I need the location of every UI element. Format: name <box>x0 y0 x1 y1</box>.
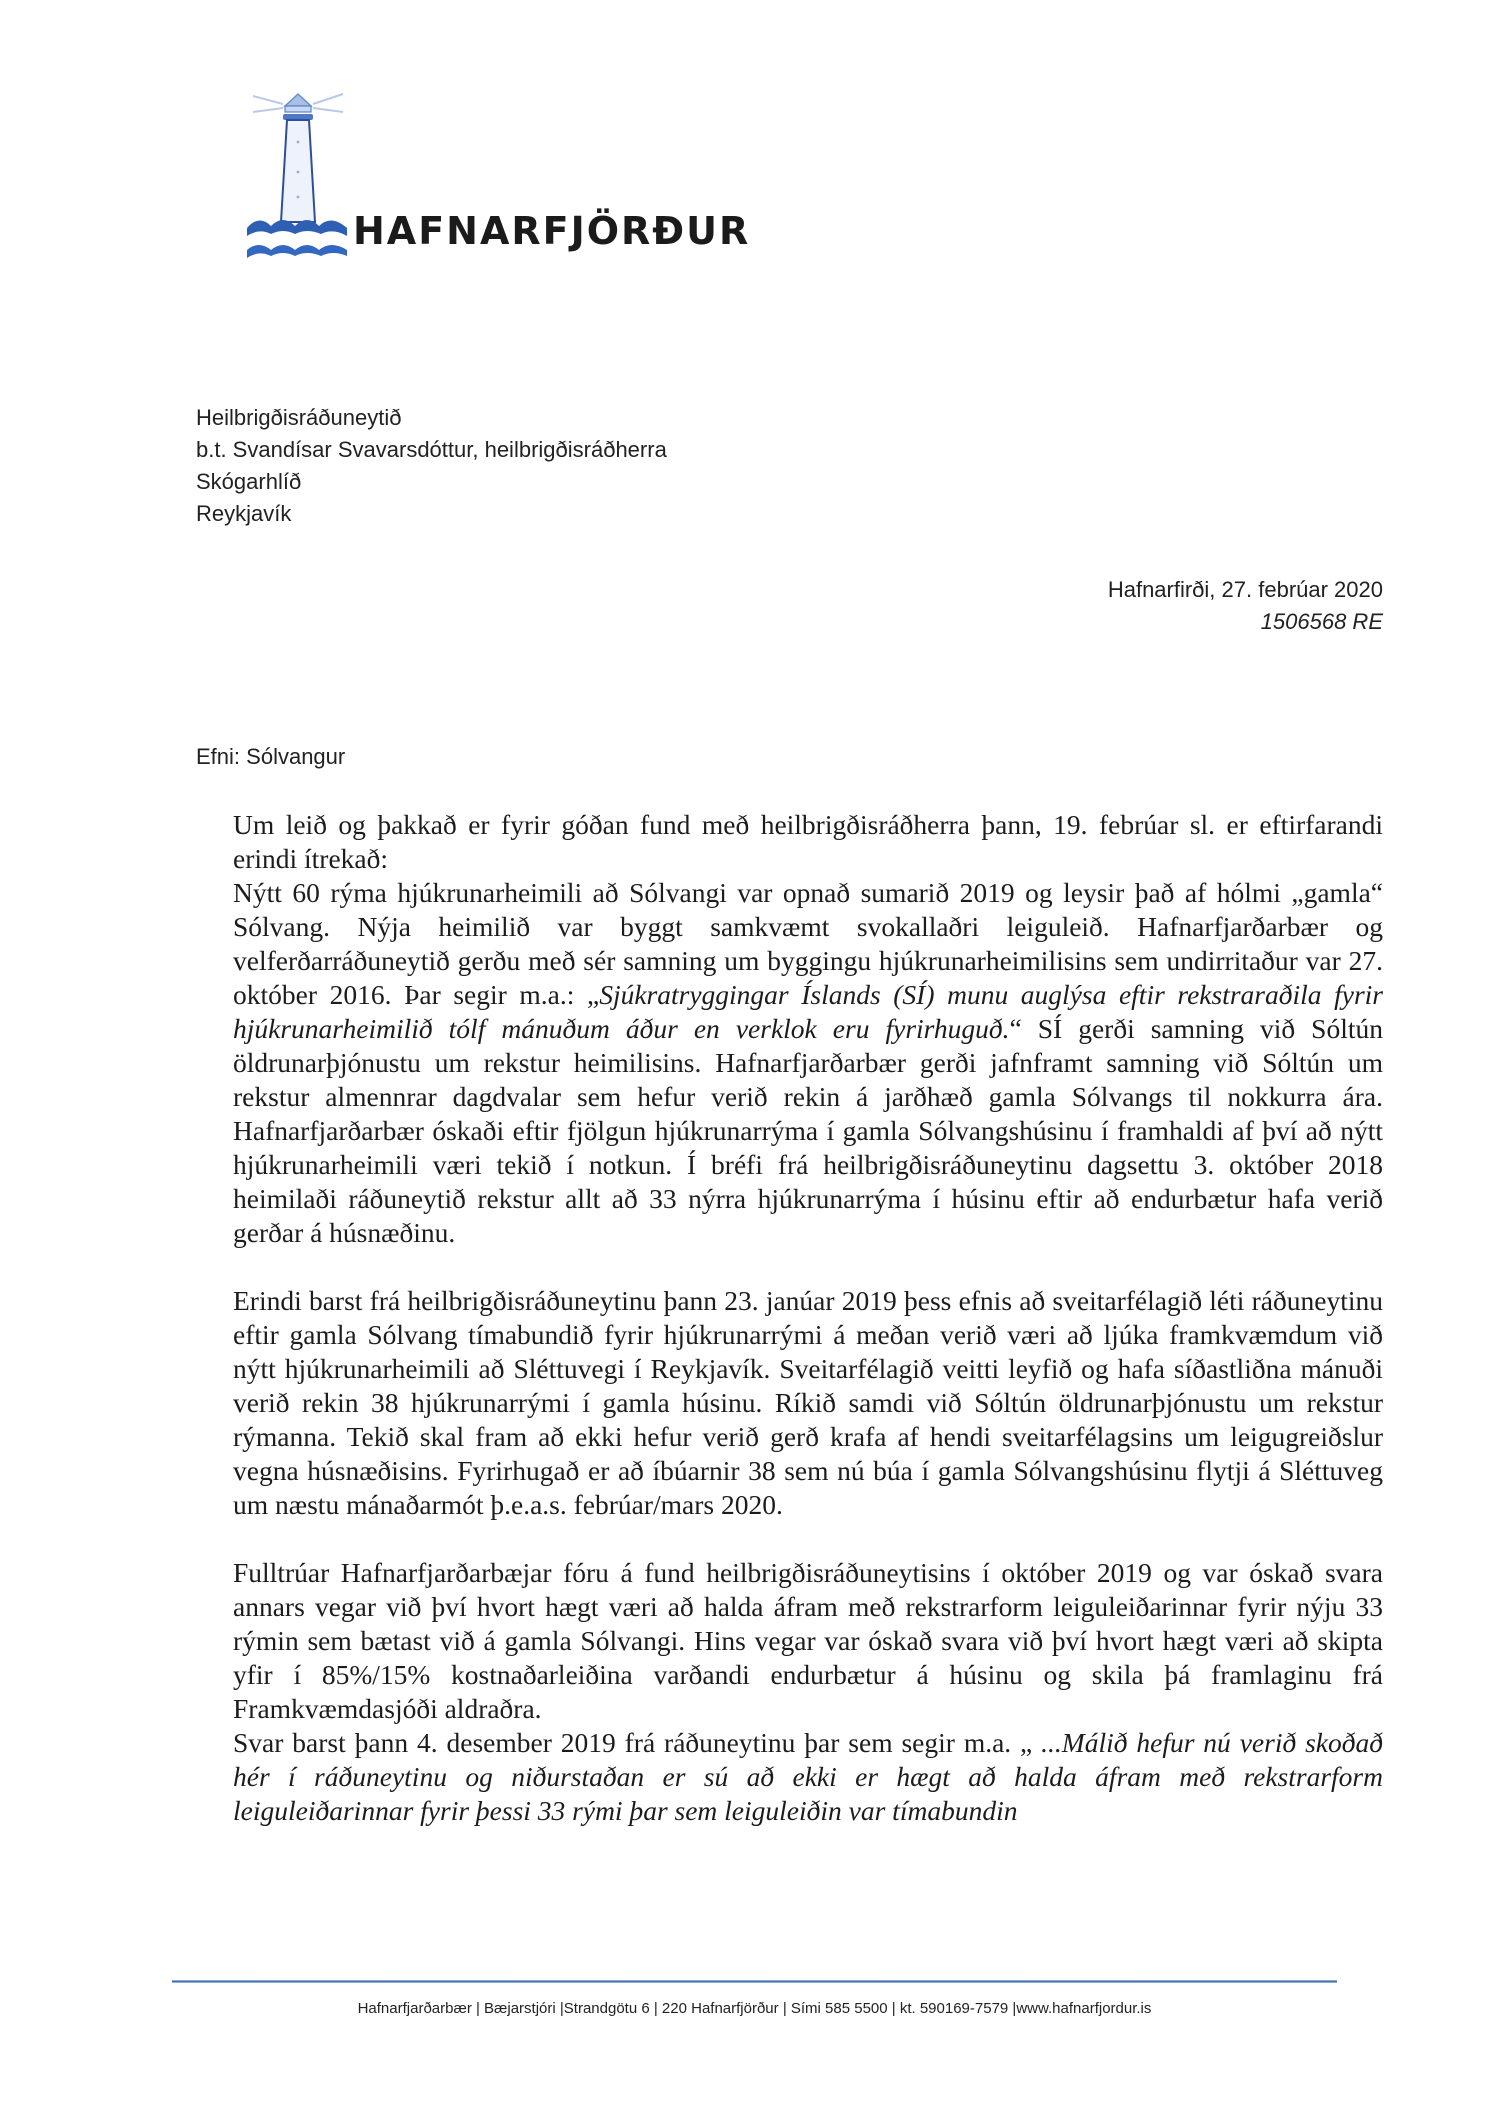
dateline <box>1108 574 1383 638</box>
recipient-line: b.t. Svandísar Svavarsdóttur, heilbrigðisráðherra <box>196 437 667 462</box>
quote-text: ...Málið hefur nú verið skoðað hér í ráðuneytinu og niðurstaðan er sú að ekki er hægt að halda áfram með rekstrarform leiguleiðarinnar fyrir þessi 33 rými þar sem leiguleiðin var tímabundin <box>233 1727 1384 1826</box>
subject-value: Sólvangur <box>246 744 346 769</box>
paragraph-4 <box>233 1726 1383 1828</box>
letterhead-logo <box>243 82 751 262</box>
recipient-line: Skógarhlíð <box>196 469 302 494</box>
recipient-address <box>196 402 667 530</box>
paragraph-3: Fulltrúar Hafnarfjarðarbæjar fóru á fund heilbrigðisráðuneytisins í október 2019 og var óskað svara annars vegar við því hvort hægt væri að halda áfram með rekstrarform leiguleiðarinnar fyrir nýju 33 rýmin sem bætast við á gamla Sólvangi. Hins vegar var óskað svara við því hvort hægt væri að skipta yfir í 85%/15% kostnaðarleiðina varðandi endurbætur á húsinu og skila þá framlaginu frá Framkvæmdasjóði aldraðra. <box>233 1557 1383 1724</box>
paragraph-text: “ SÍ gerði samning við Sóltún öldrunarþjónustu um rekstur heimilisins. Hafnarfjarðarbær gerði jafnframt samning við Sóltún um rekstur almennrar dagdvalar sem hefur verið rekin á jarðhæð gamla Sólvangs til nokkurra ára. Hafnarfjarðarbær óskaði eftir fjölgun hjúkrunarrýma í gamla Sólvangshúsinu í framhaldi af því að nýtt hjúkrunarheimili væri tekið í notkun. Í bréfi frá heilbrigðisráðuneytinu dagsettu 3. október 2018 heimilaði ráðuneytið rekstur allt að 33 nýrra hjúkrunarrýma í húsinu eftir að endurbætur hafa verið gerðar á húsnæðinu. <box>233 1013 1383 1248</box>
quote-text: Sjúkratryggingar Íslands (SÍ) munu auglýsa eftir rekstraraðila fyrir hjúkrunarheimilið tólf mánuðum áður en verklok eru fyrirhuguð. <box>233 979 1383 1044</box>
subject-label: Efni: <box>196 744 241 769</box>
footer-divider <box>172 1980 1337 1983</box>
subject-line <box>196 742 345 772</box>
paragraph-text: Nýtt 60 rýma hjúkrunarheimili að Sólvangi var opnað sumarið 2019 og leysir það af hólmi „gamla“ Sólvang. Nýja heimilið var byggt samkvæmt svokallaðri leiguleið. Hafnarfjarðarbær og velferðarráðuneytið gerðu með sér samning um byggingu hjúkrunarheimilisins sem undirritaður var 27. október 2016. Þar segir m.a.: „ <box>233 877 1383 1010</box>
paragraph-1 <box>233 876 1383 1250</box>
lighthouse-waves-icon <box>243 82 353 262</box>
organization-name: HAFNARFJÖRÐUR <box>353 209 751 253</box>
paragraph-intro: Um leið og þakkað er fyrir góðan fund með heilbrigðisráðherra þann, 19. febrúar sl. er eftirfarandi erindi ítrekað: <box>233 809 1383 874</box>
reference-number: 1506568 RE <box>1260 609 1383 634</box>
place-date: Hafnarfirði, 27. febrúar 2020 <box>1107 577 1383 602</box>
paragraph-text: Svar barst þann 4. desember 2019 frá ráðuneytinu þar sem segir m.a. „ <box>233 1727 1042 1758</box>
letter-body <box>233 808 1383 1828</box>
footer-contact: Hafnarfjarðarbær | Bæjarstjóri |Strandgötu 6 | 220 Hafnarfjörður | Sími 585 5500 | kt. 590169-7579 |www.hafnarfjordur.is <box>357 2000 1152 2017</box>
recipient-line: Reykjavík <box>196 501 292 526</box>
recipient-line: Heilbrigðisráðuneytið <box>196 405 402 430</box>
paragraph-2: Erindi barst frá heilbrigðisráðuneytinu þann 23. janúar 2019 þess efnis að sveitarfélagið léti ráðuneytinu eftir gamla Sólvang tímabundið fyrir hjúkrunarrými á meðan verið væri að ljúka framkvæmdum við nýtt hjúkrunarheimili að Sléttuvegi í Reykjavík. Sveitarfélagið veitti leyfið og hafa síðastliðna mánuði verið rekin 38 hjúkrunarrými í gamla húsinu. Ríkið samdi við Sóltún öldrunarþjónustu um rekstur rýmanna. Tekið skal fram að ekki hefur verið gerð krafa af hendi sveitarfélagsins um leigugreiðslur vegna húsnæðisins. Fyrirhugað er að íbúarnir 38 sem nú búa í gamla Sólvangshúsinu flytji á Sléttuveg um næstu mánaðarmót þ.e.a.s. febrúar/mars 2020. <box>233 1285 1383 1520</box>
